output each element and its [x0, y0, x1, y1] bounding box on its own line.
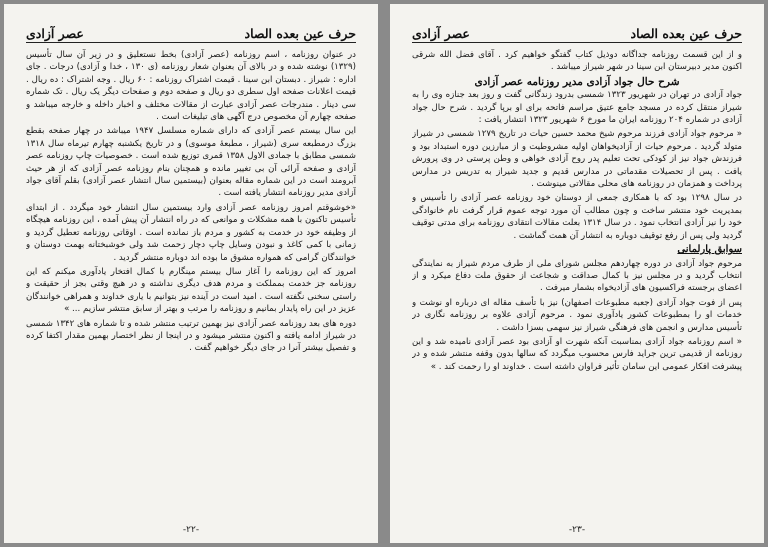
right-page [390, 4, 764, 543]
left-paragraph: دوره های بعد روزنامه عصر آزادی نیز بهمین ترتیب منتشر شده و تا شماره های ۱۳۴۲ شمسی در شیراز ادامه یافته و اکنون منتشر میشود و در اینجا از نظر اختصار بهمین مقدار اکتفا کرده و تفصیل بیشتر آنرا در جای دیگر خواهیم گفت . [26, 318, 356, 354]
right-header-section-title: حرف عين بعده الصاد [630, 26, 742, 41]
right-header-newspaper-name: عصر آزادی [412, 26, 470, 41]
right-page-number: -۲۳- [568, 525, 586, 535]
left-paragraph: امروز که این روزنامه را آغاز سال بیستم مینگارم با کمال افتخار یادآوری میکنم که این روزنامه جز خدمت بمملکت و مردم هدف دیگری نداشته و در هیچ وقتی بجز از حقیقت و راستی سخنی نگفته است . امید است در آینده نیز بتوانیم با یاری خداوند و همراهی خوانندگان عزیز در این راه پایدار بمانیم و روزنامه را مرتب و بهتر از سابق منتشر سازیم ... » [26, 266, 356, 315]
right-page-content [412, 26, 742, 529]
right-paragraph: « اسم روزنامه جواد آزادی بمناسبت آنکه شهرت او آزادی بود عصر آزادی نامیده شد و این روزنامه از قدیمی ترین جراید فارس محسوب میگردد که سالها بدون وقفه منتشر شده و در پیشرفت افکار عمومی این سامان تأثیر فراوان داشته است . خداوند او را رحمت کند . » [412, 336, 742, 372]
parliamentary-record-heading: سوابق پارلمانی [677, 244, 742, 256]
left-page-content [26, 26, 356, 529]
left-paragraph: این سال بیستم عصر آزادی که دارای شماره مسلسل ۱۹۴۷ میباشد در چهار صفحه بقطع بزرگ درمطبعه سری (شیراز ، مطبعهٔ موسوی) و در تاریخ یکشنبه چهارم تیرماه سال ۱۳۱۸ شمسی مطابق با جمادی الاول ۱۳۵۸ قمری توزیع شده است . خصوصیات چاپ روزنامه عصر آزادی و صفحه آرائی آن بی تغییر مانده و همچنان بنام روزنامه عصر آزادی که از هر حیث آبرومند است در این شماره مقاله بعنوان (بیستمین سال انتشار عصر آزادی) بقلم آقای جواد آزادی مدیر روزنامه انتشار یافته است . [26, 126, 356, 199]
left-page-number: -۲۲- [182, 525, 200, 535]
right-paragraph: « مرحوم جواد آزادی فرزند مرحوم شیخ محمد حسین حیات در تاریخ ۱۲۷۹ شمسی در شیراز متولد گردید . مرحوم حیات از آزادیخواهان اولیه مشروطیت و از مبارزین دوره استبداد بود و فرزندش جواد نیز از کودکی تحت تعلیم پدر روح آزادی خواهی و وطن پرستی در وی پرورش یافت . پس از تحصیلات مقدماتی در مدارس قدیم و جدید شیراز به تدریس در مدارس پرداخت و همزمان در روزنامه های محلی مقالاتی مینوشت . [412, 129, 742, 190]
right-body-text [412, 49, 742, 373]
right-paragraph: در سال ۱۲۹۸ بود که با همکاری جمعی از دوستان خود روزنامه عصر آزادی را تأسیس و بمدیریت خود منتشر ساخت و چون مطالب آن مورد توجه عموم قرار گرفت نام خانوادگی خود را نیز آزادی انتخاب نمود . در سال ۱۳۱۴ بعلت مقالات انتقادی روزنامه برای مدتی توقیف گردید ولی پس از رفع توقیف دوباره به انتشار آن همت گماشت . [412, 193, 742, 241]
left-paragraph: «خوشوقتم امروز روزنامه عصر آزادی وارد بیستمین سال انتشار خود میگردد . از ابتدای تأسیس تاکنون با همه مشکلات و موانعی که در راه انتشار آن پیش آمده ، این روزنامه هیچگاه از وظیفه خود در خدمت به کشور و مردم باز نمانده است . اوقاتی روزنامه تعطیل گردید و زمانی با کمی کاغذ و نبودن وسایل چاپ دچار زحمت شد ولی خوشبختانه بهمت دوستان و خوانندگان گرامی که همواره مشوق ما بوده اند دوباره منتشر گردید . [26, 202, 356, 263]
left-running-head [26, 26, 356, 43]
right-paragraph: جواد آزادی در تهران در شهریور ۱۳۲۳ شمسی بدرود زندگانی گفت و روز بعد جنازه وی را به شیراز منتقل کرده در مسجد جامع عتیق مراسم فاتحه برای او برپا گردید . شرح حال جواد آزادی در شماره ۲۰۴ روزنامه ایران ما مورخ ۶ شهریور ۱۳۲۳ انتشار یافت : [412, 90, 742, 126]
left-page [4, 4, 378, 543]
right-paragraph: پس از فوت جواد آزادی (جعبه مطبوعات اصفهان) نیز با تأسف مقاله ای درباره او نوشت و خدمات او را بمطبوعات کشور یادآوری نمود . مرحوم آزادی علاوه بر روزنامه نگاری در تأسیس مدارس و انجمن های فرهنگی شیراز نیز سهمی بسزا داشت . [412, 297, 742, 333]
biography-heading: شرح حال جواد آزادی مدیر روزنامه عصر آزادی [474, 75, 680, 88]
left-header-newspaper-name: عصر آزادی [26, 26, 84, 41]
left-header-section-title: حرف عين بعده الصاد [244, 26, 356, 41]
left-body-text [26, 49, 356, 355]
left-paragraph: در عنوان روزنامه ، اسم روزنامه (عصر آزادی) بخط نستعلیق و در زیر آن سال تأسیس (۱۳۲۹) نوشته شده و در بالای آن بعنوان شعار روزنامه (ی ۱۳۰ ، خدا و آزادی) درجات . جای اداره : شیراز . دبستان ابن سینا . قیمت اشتراک روزنامه : ۶۰ ریال . وجه اشتراک : ده ریال . قیمت اعلانات صفحه اول سطری دو ریال و صفحه دوم و صفحات دیگر یک ریال . تک شماره سی دینار . مندرجات عصر آزادی عبارت از مقالات مختلف و اخبار داخله و خارجه میباشد و صفحه چهارم آن مخصوص درج آگهی های تبلیغات است . [26, 50, 356, 123]
right-intro-paragraph: و از این قسمت روزنامه جداگانه دوذیل کتاب گفتگو خواهیم کرد . آقای فضل الله شرقی اکنون مدیر دبیرستان ابن سینا در شهر شیراز میباشد . [412, 50, 742, 73]
parliamentary-record-text: مرحوم جواد آزادی در دوره چهاردهم مجلس شورای ملی از طرف مردم شیراز به نمایندگی انتخاب گردید و در مجلس نیز با کمال صداقت و شجاعت از حقوق ملت دفاع میکرد و از اعضای برجسته فراکسیون های آزادیخواه بشمار میرفت . [412, 258, 742, 294]
right-running-head [412, 26, 742, 43]
